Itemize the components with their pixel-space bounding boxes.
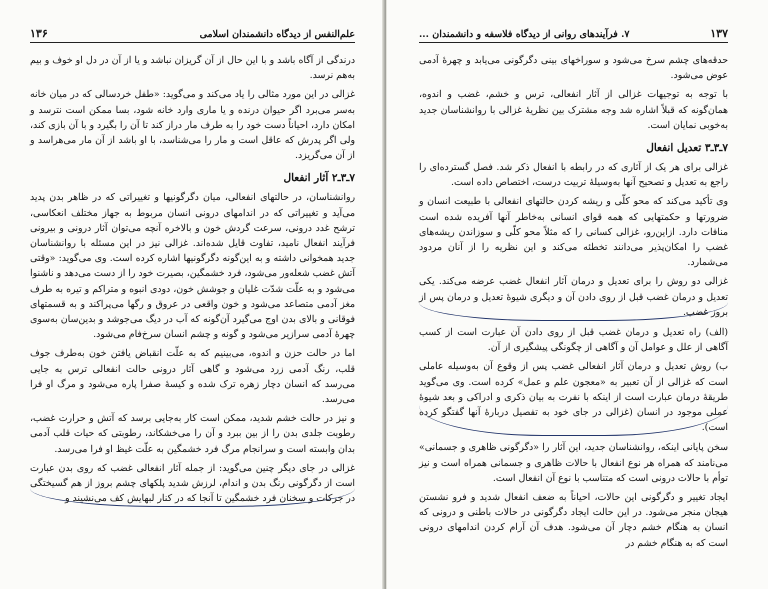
right-paragraph-underlined: ب) روش تعدیل و درمان آثار انفعالی غضب پس از وقوع آن به‌وسیله عاملی است که غزالی از آن تعبیر به «معجون علم و عمل» کرده است. وی می‌گوید طریقهٔ درمان عبارت است از اینکه با نفرت به بیان ذکری و ادراکی و بعد شیوهٔ عملی موجود در انسان (غزالی در جای خود به تفصیل دربارهٔ آنها گفتگو کرده است). (419, 359, 728, 436)
left-paragraph: درندگی از آگاه باشد و با این حال از آن گریزان نباشد و یا از آن در دل او خوف و بیم به‌هم نرسد. (30, 55, 355, 82)
right-paragraph: سخن پایانی اینکه، روانشناسان جدید، این آثار را «دگرگونی ظاهری و جسمانی» می‌نامند که همراه هر نوع انفعال با حالات ظاهری و جسمانی همراه است و نیز توأم با حالات درونی است که متناسب با نوع آن انفعال است. (419, 442, 728, 484)
right-paragraph-underlined: غزالی دو روش را برای تعدیل و درمان آثار انفعال غضب عرضه می‌کند. یکی تعدیل و درمان غضب قبل از روی دادن آن و دیگری شیوهٔ تعدیل و درمان پس از بروز غضب. (419, 274, 728, 321)
left-paragraph: غزالی در این مورد مثالی را یاد می‌کند و می‌گوید: «طفل خردسالی که در میان خانه به‌سر می‌برد اگر حیوان درنده و یا ماری وارد خانه شود، بسا ممکن است نترسد و امکان دارد، احیاناً دست خود را به طرف مار دراز کند تا آن را بگیرد و با آن بازی کند، ولی اگر پدرش که عاقل است و مار را می‌شناسد، با او باشد از آن مار می‌هراسد و از آن می‌گریزد. (30, 89, 355, 162)
left-running-header (30, 26, 355, 43)
right-paragraph: ایجاد تغییر و دگرگونی این حالات، احیاناً به ضعف انفعال شدید و فرو نشستن هیجان منجر می‌شود. در این حالت ایجاد دگرگونی در حالات باطنی و درونی که انسان به هنگام خشم دچار آن می‌شود. هدف آن آرام کردن اندامهای درونی است که به هنگام خشم در (419, 492, 728, 549)
left-section-heading: ۷ـ۳ـ۲ آثار انفعال (283, 172, 355, 185)
right-section-heading: ۷ـ۳ـ۳ تعدیل انفعال (646, 142, 728, 155)
left-paragraph: و نیز در حالت خشم شدید، ممکن است کار به‌جایی برسد که آتش و حرارت غضب، رطوبت جلدی بدن را از بین ببرد و آن را می‌خشکاند، رطوبتی که حیات قلب آدمی بدان وابسته است و سرانجام مرگ فرد خشمگین به علّت غیظ او فرا می‌رسد. (30, 413, 355, 455)
left-page-number: ۱۳۶ (30, 27, 48, 40)
right-paragraph: حدقه‌های چشم سرخ می‌شود و سوراخهای بینی دگرگونی می‌یابد و چهرهٔ آدمی عوض می‌شود. (419, 55, 728, 82)
left-paragraph-underlined: غزالی در جای دیگر چنین می‌گوید: از جمله آثار انفعالی غضب که روی بدن عبارت است از دگرگونی رنگ بدن و اندام، لرزش شدید پلکهای چشم بروز از هم گسیختگی در جرکات و سخنان فرد خشمگین تا آنجا که در کنار لبهایش کف می‌نشیند و (30, 461, 355, 508)
right-paragraph: وی تأکید می‌کند که محو کلّی و ریشه کردن حالتهای انفعالی با طبیعت انسان و ضرورتها و حکمتهایی که همه قوای انسانی به‌خاطر آنها آفریده شده است منافات دارد. ازاین‌رو، غزالی کسانی را که مثلاً محو کلّی و سوزاندن ریشه‌های غضب را امکان‌پذیر می‌دانند تخطئه می‌کند و این نظریه را از آنان مردود می‌شمارد. (419, 196, 728, 269)
left-paragraph: اما در حالت حزن و اندوه، می‌بینیم که به علّت انقباض یافتن خون به‌طرف جوف قلب، رنگ آدمی زرد می‌شود و گاهی آثار درونی حالت انفعالی ترس به جایی می‌رسد که انسان دچار زهره ترک شده و کیسهٔ صفرا پاره می‌شود و مرگ او فرا می‌رسد. (30, 348, 355, 406)
left-paragraph: روانشناسان، در حالتهای انفعالی، میان دگرگونیها و تغییراتی که در ظاهر بدن پدید می‌آید و تغییراتی که در اندامهای درونی انسان مربوط به جهاز مختلف انعکاسی، ترشح غدد درونی، سرعت گردش خون و بالاخره آنچه می‌توان آثار درونی و بیرونی فرآیند انفعال نامید، تفاوت قایل شده‌اند. غزالی نیز در این مسئله با روانشناسان جدید همخوانی داشته و به این‌گونه دگرگونیها اشاره کرده است. وی می‌گوید: «وقتی آتش غضب شعله‌ور می‌شود، فرد خشمگین، بصیرت خود را از دست می‌دهد و ناشنوا می‌شود و به علّت شدّت غلیان و جوشش خون، دودی انبوه و متراکم و تیره به طرف مغز آدمی متصاعد می‌شود و خون واقعی در عروق و رگها می‌پراکند و به قسمتهای فوقانی و بالای بدن اوج می‌گیرد آن‌گونه که آب در دیگ می‌جوشد و بدین‌سان به‌سوی چهرهٔ آدمی سرازیر می‌شود و گونه و چشم انسان سرخ‌فام می‌شود. (30, 192, 355, 341)
right-book-page (386, 0, 768, 589)
right-header-title: ۷. فرآیندهای روانی از دیدگاه فلاسفه و دانشمندان ... (419, 29, 630, 40)
right-paragraph: (الف) راه تعدیل و درمان غضب قبل از روی دادن آن عبارت است از کسب آگاهی از علل و عوامل آن و آگاهی از چگونگی پیشگیری از آن. (419, 327, 728, 354)
right-running-header (419, 26, 728, 43)
right-paragraph: غزالی برای هر یک از آثاری که در رابطه با انفعال ذکر شد. فصل گسترده‌ای را راجع به تعدیل و تصحیح آنها به‌وسیلهٔ تربیت درست، اختصاص داده است. (419, 162, 728, 189)
left-header-title: علم‌النفس از دیدگاه دانشمندان اسلامی (199, 29, 355, 40)
right-page-number: ۱۳۷ (710, 27, 728, 40)
right-paragraph: با توجه به توجیهات غزالی از آثار انفعالی، ترس و خشم، غضب و اندوه، همان‌گونه که قبلاً اشاره شد وجه مشترک بین نظریهٔ غزالی با روانشناسان جدید به‌خوبی نمایان است. (419, 89, 728, 131)
